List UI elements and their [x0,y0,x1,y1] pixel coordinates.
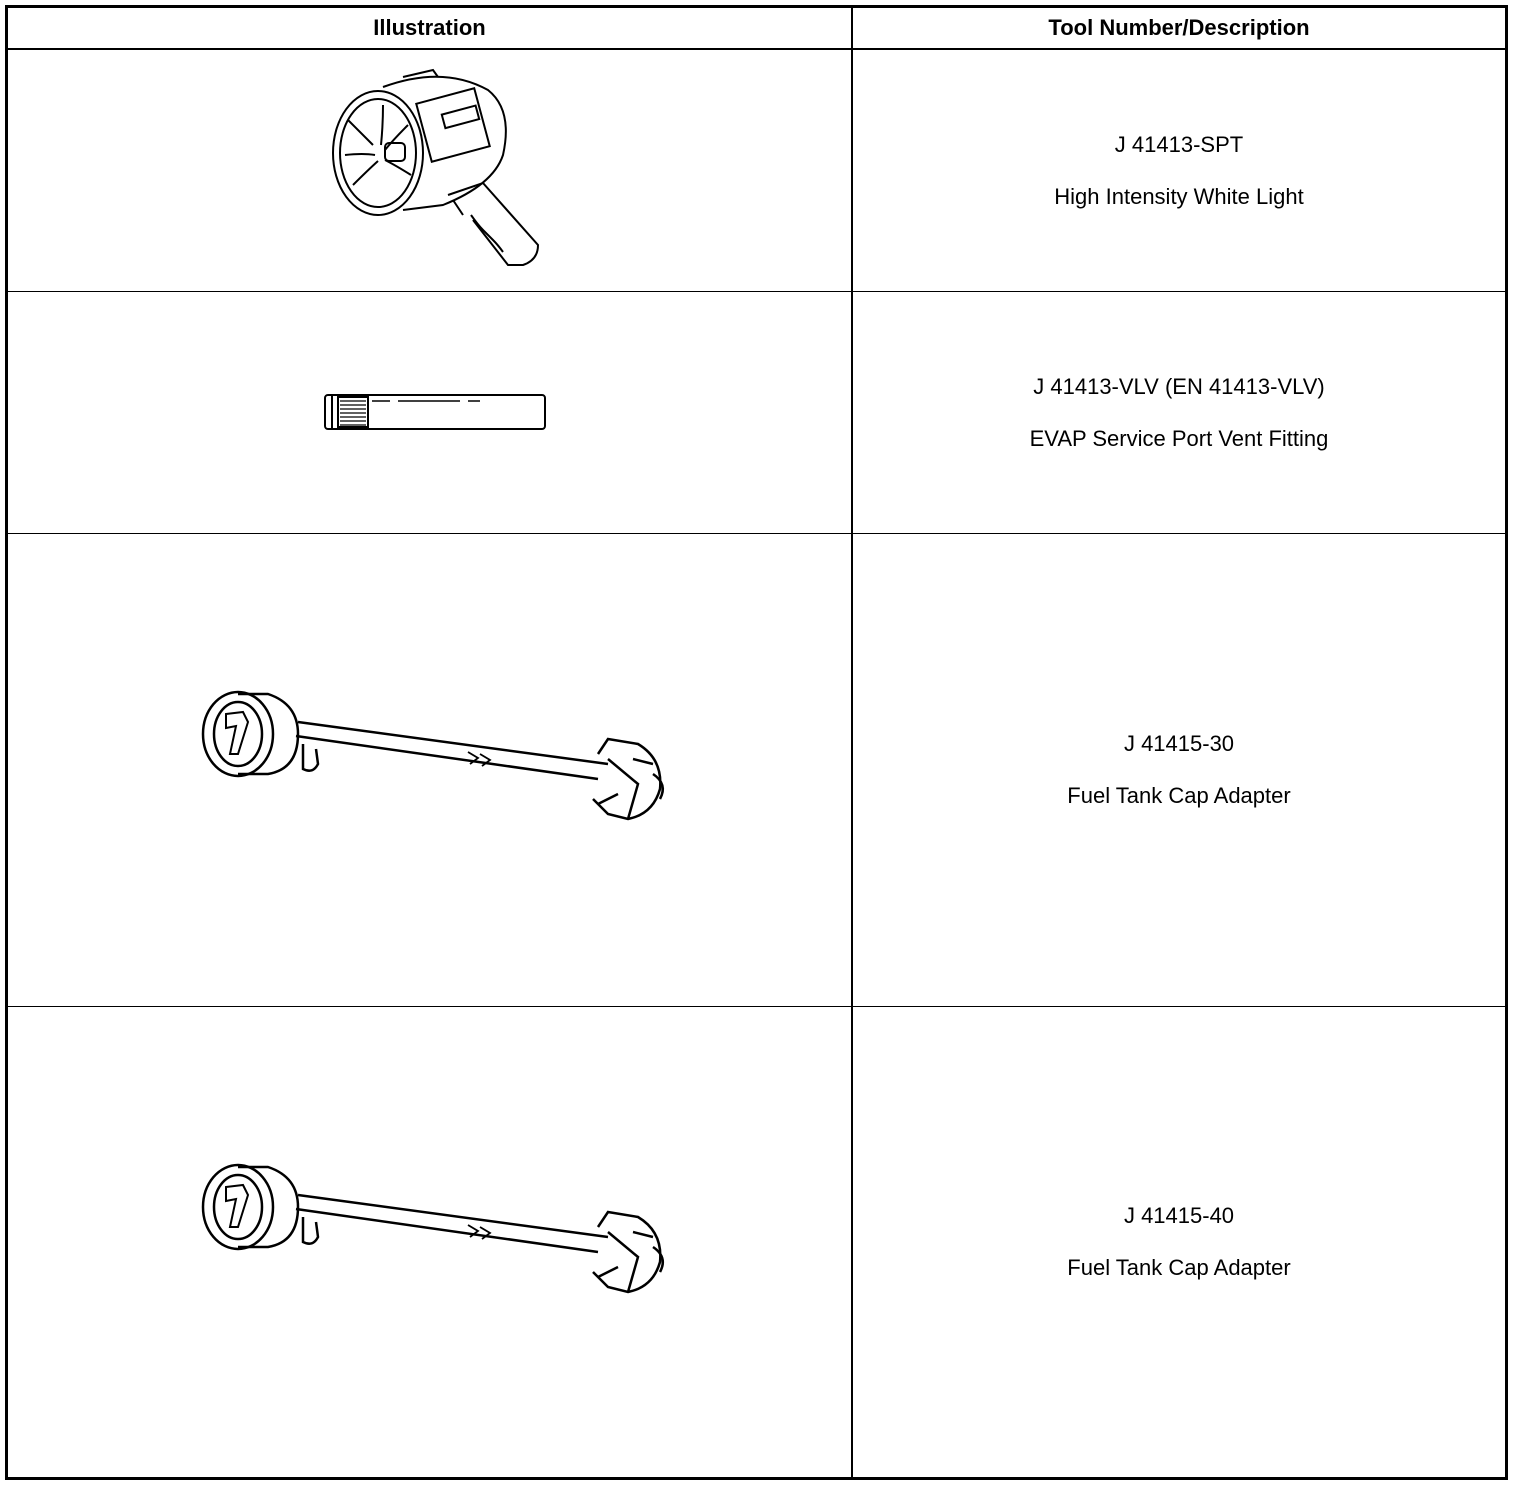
illustration-cell [8,534,851,1006]
spotlight-icon [323,65,553,275]
tool-number: J 41415-30 [1123,731,1235,756]
tool-description-cell [853,534,1505,1006]
table-row [8,534,1505,1007]
table-row [8,50,1505,292]
table-header-row [8,8,1505,50]
tool-description-cell [853,50,1505,291]
tool-description: High Intensity White Light [1054,183,1304,209]
tool-description: Fuel Tank Cap Adapter [1067,783,1291,808]
illustration-cell [8,50,851,291]
illustration-cell [8,292,851,533]
tool-description-cell [853,292,1505,533]
table-row [8,292,1505,534]
tool-description: Fuel Tank Cap Adapter [1067,1255,1291,1280]
fuel-cap-adapter-icon [198,684,678,829]
tool-number: J 41413-SPT [1114,131,1244,157]
vent-fitting-icon [320,387,550,437]
table-row [8,1007,1505,1477]
fuel-cap-adapter-icon [198,1157,678,1302]
tool-number: J 41415-40 [1123,1203,1235,1228]
tool-number: J 41413-VLV (EN 41413-VLV) [1033,373,1325,399]
tool-description-cell [853,1007,1505,1477]
illustration-cell [8,1007,851,1477]
tool-column-header: Tool Number/Description [1048,15,1310,40]
special-tools-table [5,5,1508,1480]
tool-description: EVAP Service Port Vent Fitting [1029,425,1329,451]
illustration-column-header: Illustration [373,15,486,40]
